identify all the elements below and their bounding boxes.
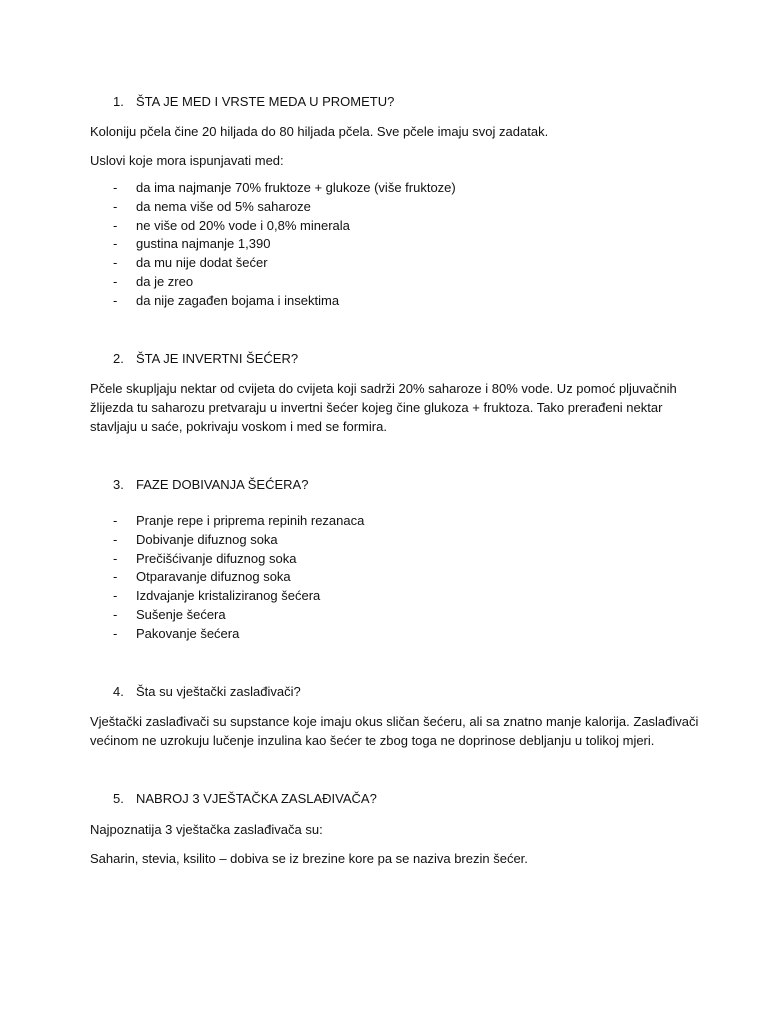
list-item bbox=[113, 179, 456, 198]
list-dash: - bbox=[113, 625, 118, 641]
list-item bbox=[113, 606, 364, 625]
list-item-text: Dobivanje difuznog soka bbox=[136, 531, 278, 547]
paragraph-line: stavljaju u saće, pokrivaju voskom i med se formira. bbox=[90, 419, 387, 434]
section-1-heading bbox=[113, 94, 394, 110]
list-item bbox=[113, 235, 456, 254]
list-item bbox=[113, 217, 456, 236]
list-item-text: da ima najmanje 70% fruktoze + glukoze (više fruktoze) bbox=[136, 180, 456, 195]
list-item bbox=[113, 587, 364, 606]
list-dash: - bbox=[113, 292, 118, 308]
list-dash: - bbox=[113, 273, 118, 289]
paragraph: Uslovi koje mora ispunjavati med: bbox=[90, 153, 284, 168]
list-item-text: Sušenje šećera bbox=[136, 606, 226, 622]
list-item-text: Izdvajanje kristaliziranog šećera bbox=[136, 588, 321, 604]
section-1-intro bbox=[90, 122, 690, 141]
list-item bbox=[113, 568, 364, 587]
list-item bbox=[113, 198, 456, 217]
list-item-text: ne više od 20% vode i 0,8% minerala bbox=[136, 217, 350, 233]
section-3-number: 3. bbox=[113, 477, 124, 492]
paragraph-line: Pčele skupljaju nektar od cvijeta do cvijeta koji sadrži 20% saharoze i 80% vode. Uz pomoć pljuvačnih bbox=[90, 381, 677, 396]
honey-conditions-list bbox=[113, 179, 456, 311]
section-4-title: Šta su vještački zaslađivači? bbox=[136, 684, 301, 699]
section-1-conditions-label bbox=[90, 151, 690, 170]
list-item-text: da nema više od 5% saharoze bbox=[136, 198, 311, 214]
section-1-number: 1. bbox=[113, 94, 124, 109]
section-4-heading bbox=[113, 684, 301, 700]
section-3-title: FAZE DOBIVANJA ŠEĆERA? bbox=[136, 477, 309, 492]
section-4-number: 4. bbox=[113, 684, 124, 699]
paragraph-line: većinom ne uzrokuju lučenje inzulina kao šećer te zbog toga ne doprinose debljanju u tolikoj mjeri. bbox=[90, 733, 655, 748]
list-dash: - bbox=[113, 180, 118, 195]
section-3-heading bbox=[113, 477, 308, 493]
list-dash: - bbox=[113, 606, 118, 622]
section-2-heading bbox=[113, 351, 298, 367]
section-2-paragraph bbox=[90, 379, 690, 436]
list-item bbox=[113, 531, 364, 550]
list-dash: - bbox=[113, 217, 118, 233]
list-item-text: gustina najmanje 1,390 bbox=[136, 236, 271, 252]
paragraph: Najpoznatija 3 vještačka zaslađivača su: bbox=[90, 822, 323, 837]
list-dash: - bbox=[113, 513, 118, 528]
list-item bbox=[113, 625, 364, 644]
list-item-text: da je zreo bbox=[136, 273, 194, 289]
list-dash: - bbox=[113, 588, 118, 604]
list-item bbox=[113, 254, 456, 273]
section-5-answer bbox=[90, 849, 690, 868]
section-1-title: ŠTA JE MED I VRSTE MEDA U PROMETU? bbox=[136, 94, 395, 109]
list-item bbox=[113, 512, 364, 531]
list-dash: - bbox=[113, 255, 118, 271]
list-item-text: da nije zagađen bojama i insektima bbox=[136, 292, 340, 308]
section-5-intro bbox=[90, 820, 690, 839]
section-2-number: 2. bbox=[113, 351, 124, 366]
list-dash: - bbox=[113, 198, 118, 214]
section-5-number: 5. bbox=[113, 791, 124, 806]
section-4-paragraph bbox=[90, 712, 699, 750]
list-dash: - bbox=[113, 236, 118, 252]
paragraph: Saharin, stevia, ksilito – dobiva se iz brezine kore pa se naziva brezin šećer. bbox=[90, 851, 528, 866]
section-2-title: ŠTA JE INVERTNI ŠEĆER? bbox=[136, 351, 299, 366]
section-5-heading bbox=[113, 791, 377, 807]
sugar-production-phases-list bbox=[113, 512, 364, 644]
list-item-text: Pranje repe i priprema repinih rezanaca bbox=[136, 513, 365, 528]
list-dash: - bbox=[113, 569, 118, 585]
list-item-text: Pakovanje šećera bbox=[136, 625, 240, 641]
list-item bbox=[113, 550, 364, 569]
list-item bbox=[113, 273, 456, 292]
list-item-text: Otparavanje difuznog soka bbox=[136, 569, 291, 585]
paragraph: Koloniju pčela čine 20 hiljada do 80 hiljada pčela. Sve pčele imaju svoj zadatak. bbox=[90, 124, 549, 139]
list-item-text: da mu nije dodat šećer bbox=[136, 255, 268, 271]
list-dash: - bbox=[113, 531, 118, 547]
list-item-text: Prečišćivanje difuznog soka bbox=[136, 550, 297, 566]
section-5-title: NABROJ 3 VJEŠTAČKA ZASLAĐIVAČA? bbox=[136, 791, 377, 806]
list-item bbox=[113, 292, 456, 311]
paragraph-line: žlijezda tu saharozu pretvaraju u invertni šećer kojeg čine glukoza + fruktoza. Tako prerađeni nektar bbox=[90, 400, 663, 415]
list-dash: - bbox=[113, 550, 118, 566]
paragraph-line: Vještački zaslađivači su supstance koje imaju okus sličan šećeru, ali sa znatno manje kalorija. Zaslađivači bbox=[90, 714, 699, 729]
